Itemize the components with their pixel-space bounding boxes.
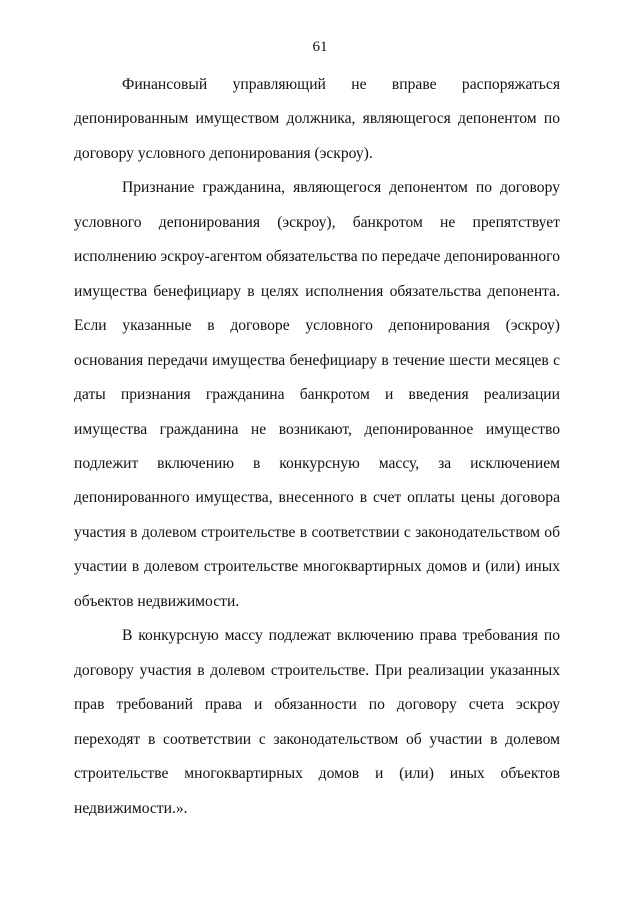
paragraph-1: Финансовый управляющий не вправе распоряжаться депонированным имуществом должника, являющегося депонентом по договору условного депонирования (эскроу). <box>74 76 560 162</box>
page-number: 61 <box>312 39 328 55</box>
paragraph-3: В конкурсную массу подлежат включению права требования по договору участия в долевом строительстве. При реализации указанных прав требований права и обязанности по договору счета эскроу переходят в соответствии с законодательством об участии в долевом строительстве многоквартирных домов и (или) иных объектов недвижимости.». <box>74 627 560 817</box>
paragraph-2: Признание гражданина, являющегося депонентом по договору условного депонирования (эскроу), банкротом не препятствует исполнению эскроу-агентом обязательства по передаче депонированного имущества бенефициару в целях исполнения обязательства депонента. Если указанные в договоре условного депонирования (эскроу) основания передачи имущества бенефициару в течение шести месяцев с даты признания гражданина банкротом и введения реализации имущества гражданина не возникают, депонированное имущество подлежит включению в конкурсную массу, за исключением депонированного имущества, внесенного в счет оплаты цены договора участия в долевом строительстве в соответствии с законодательством об участии в долевом строительстве многоквартирных домов и (или) иных объектов недвижимости. <box>74 179 560 610</box>
document-body <box>74 68 560 826</box>
